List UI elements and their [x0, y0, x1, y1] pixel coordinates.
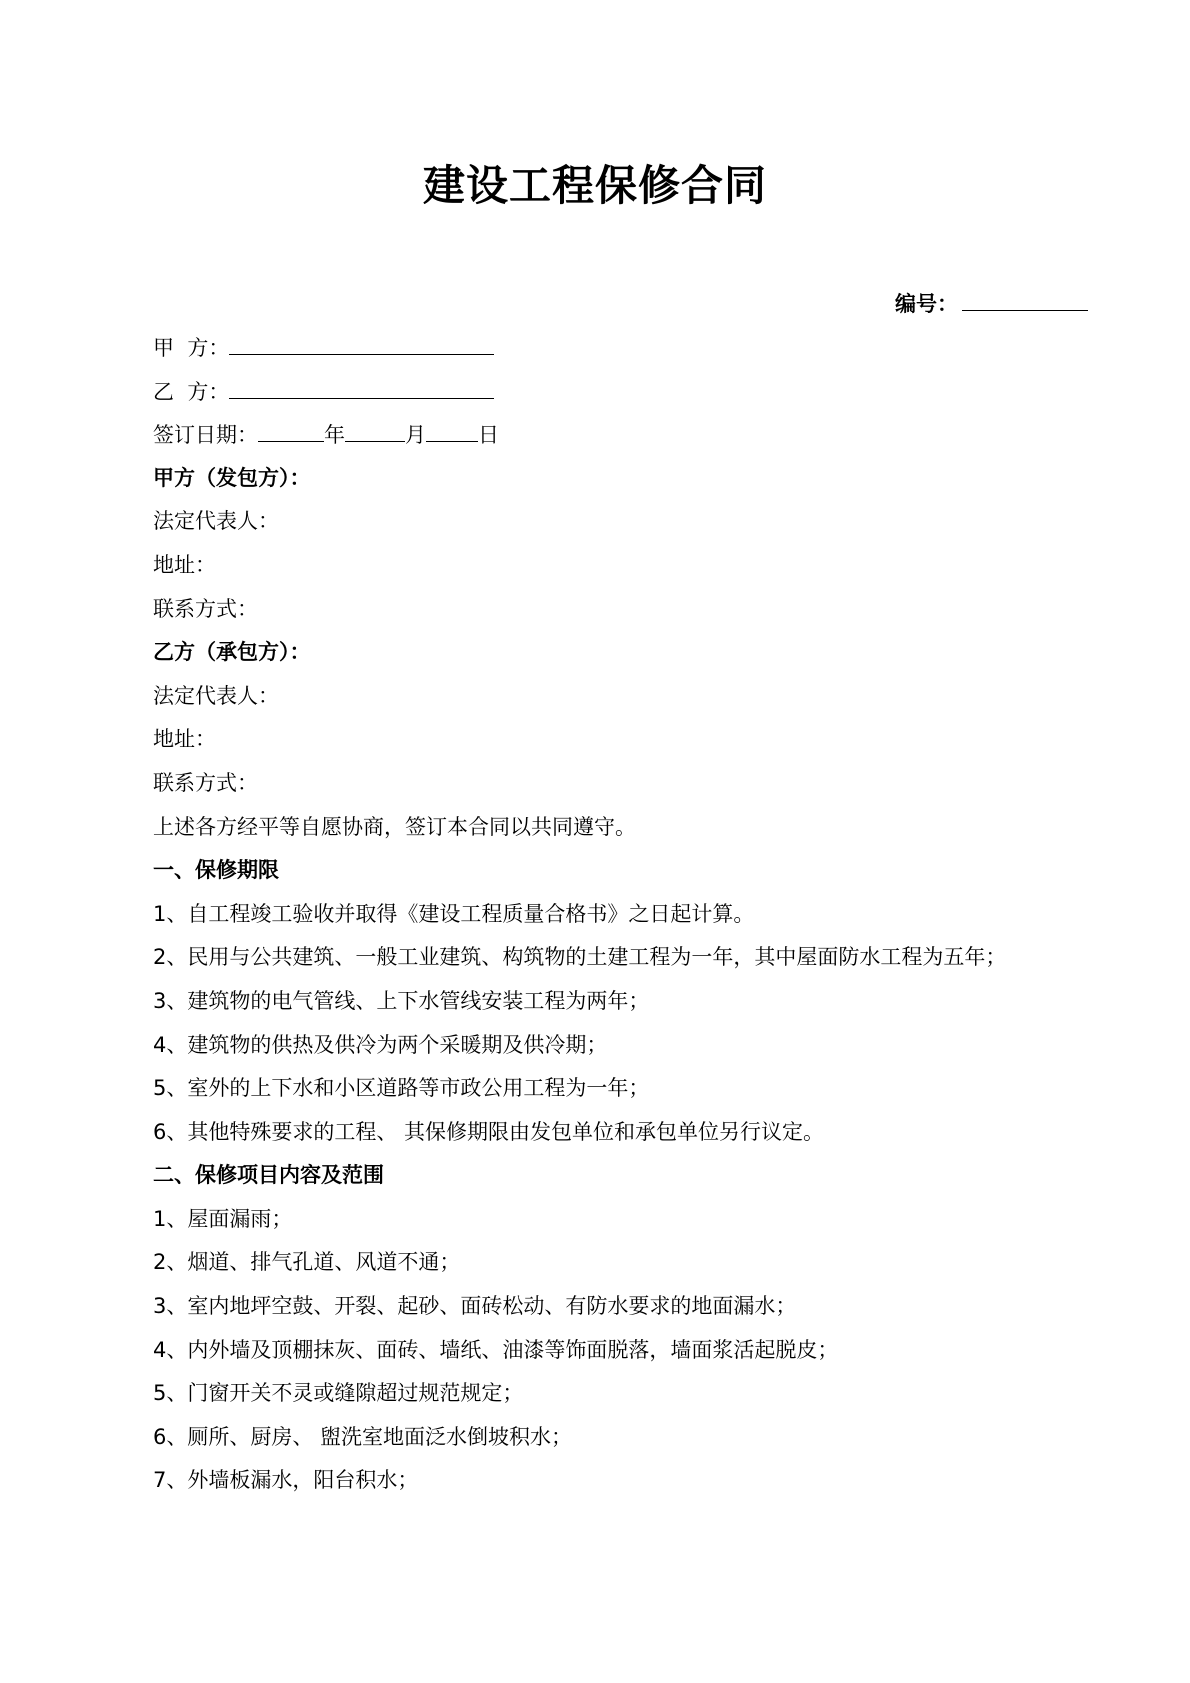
sign-date-day-blank — [426, 419, 478, 442]
party-b-address: 地址： — [153, 727, 216, 752]
document-body — [153, 332, 1093, 1509]
sign-date-year-unit: 年 — [324, 423, 345, 448]
party-a-legal-rep: 法定代表人： — [153, 509, 279, 534]
section2-item: 4、内外墙及顶棚抹灰、面砖、墙纸、油漆等饰面脱落，墙面浆活起脱皮； — [153, 1337, 839, 1362]
sign-date-day-unit: 日 — [478, 423, 499, 448]
sign-date-label: 签订日期： — [153, 423, 258, 448]
section1-item: 2、民用与公共建筑、一般工业建筑、构筑物的土建工程为一年，其中屋面防水工程为五年； — [153, 945, 1007, 970]
section2-item: 5、门窗开关不灵或缝隙超过规范规定； — [153, 1381, 524, 1406]
party-a-label: 甲 方： — [153, 336, 230, 360]
section2-heading: 二、保修项目内容及范围 — [153, 1163, 384, 1188]
party-b-legal-rep: 法定代表人： — [153, 683, 279, 708]
contract-number-blank — [962, 288, 1088, 311]
section2-item: 2、烟道、排气孔道、风道不通； — [153, 1250, 461, 1275]
party-a-address: 地址： — [153, 552, 216, 577]
section2-item: 6、厕所、厨房、 盥洗室地面泛水倒坡积水； — [153, 1424, 573, 1449]
party-a-contact: 联系方式： — [153, 596, 258, 621]
section1-item: 3、建筑物的电气管线、上下水管线安装工程为两年； — [153, 988, 650, 1013]
sign-date-month-blank — [345, 419, 405, 442]
party-b-section-heading: 乙方（承包方）： — [153, 640, 311, 665]
contract-number — [895, 288, 1088, 319]
party-a-blank — [229, 332, 494, 355]
section1-heading: 一、保修期限 — [153, 858, 279, 883]
party-b-contact: 联系方式： — [153, 770, 258, 795]
section1-item: 6、其他特殊要求的工程、 其保修期限由发包单位和承包单位另行议定。 — [153, 1119, 825, 1144]
section1-item: 4、建筑物的供热及供冷为两个采暖期及供冷期； — [153, 1032, 608, 1057]
preamble: 上述各方经平等自愿协商，签订本合同以共同遵守。 — [153, 814, 636, 839]
section2-item: 1、屋面漏雨； — [153, 1206, 293, 1231]
section1-item: 1、自工程竣工验收并取得《建设工程质量合格书》之日起计算。 — [153, 901, 755, 926]
contract-number-label: 编号： — [895, 292, 958, 316]
sign-date-year-blank — [258, 419, 324, 442]
party-b-line — [153, 376, 1093, 420]
party-b-blank — [229, 376, 494, 399]
party-a-line — [153, 332, 1093, 376]
section2-item: 3、室内地坪空鼓、开裂、起砂、面砖松动、有防水要求的地面漏水； — [153, 1294, 797, 1319]
party-b-label: 乙 方： — [153, 379, 230, 404]
section2-item: 7、外墙板漏水，阳台积水； — [153, 1468, 419, 1493]
sign-date-line — [153, 419, 1093, 463]
document-title: 建设工程保修合同 — [422, 161, 767, 210]
party-a-section-heading: 甲方（发包方）： — [153, 465, 311, 490]
sign-date-month-unit: 月 — [405, 423, 426, 448]
section1-item: 5、室外的上下水和小区道路等市政公用工程为一年； — [153, 1076, 650, 1101]
